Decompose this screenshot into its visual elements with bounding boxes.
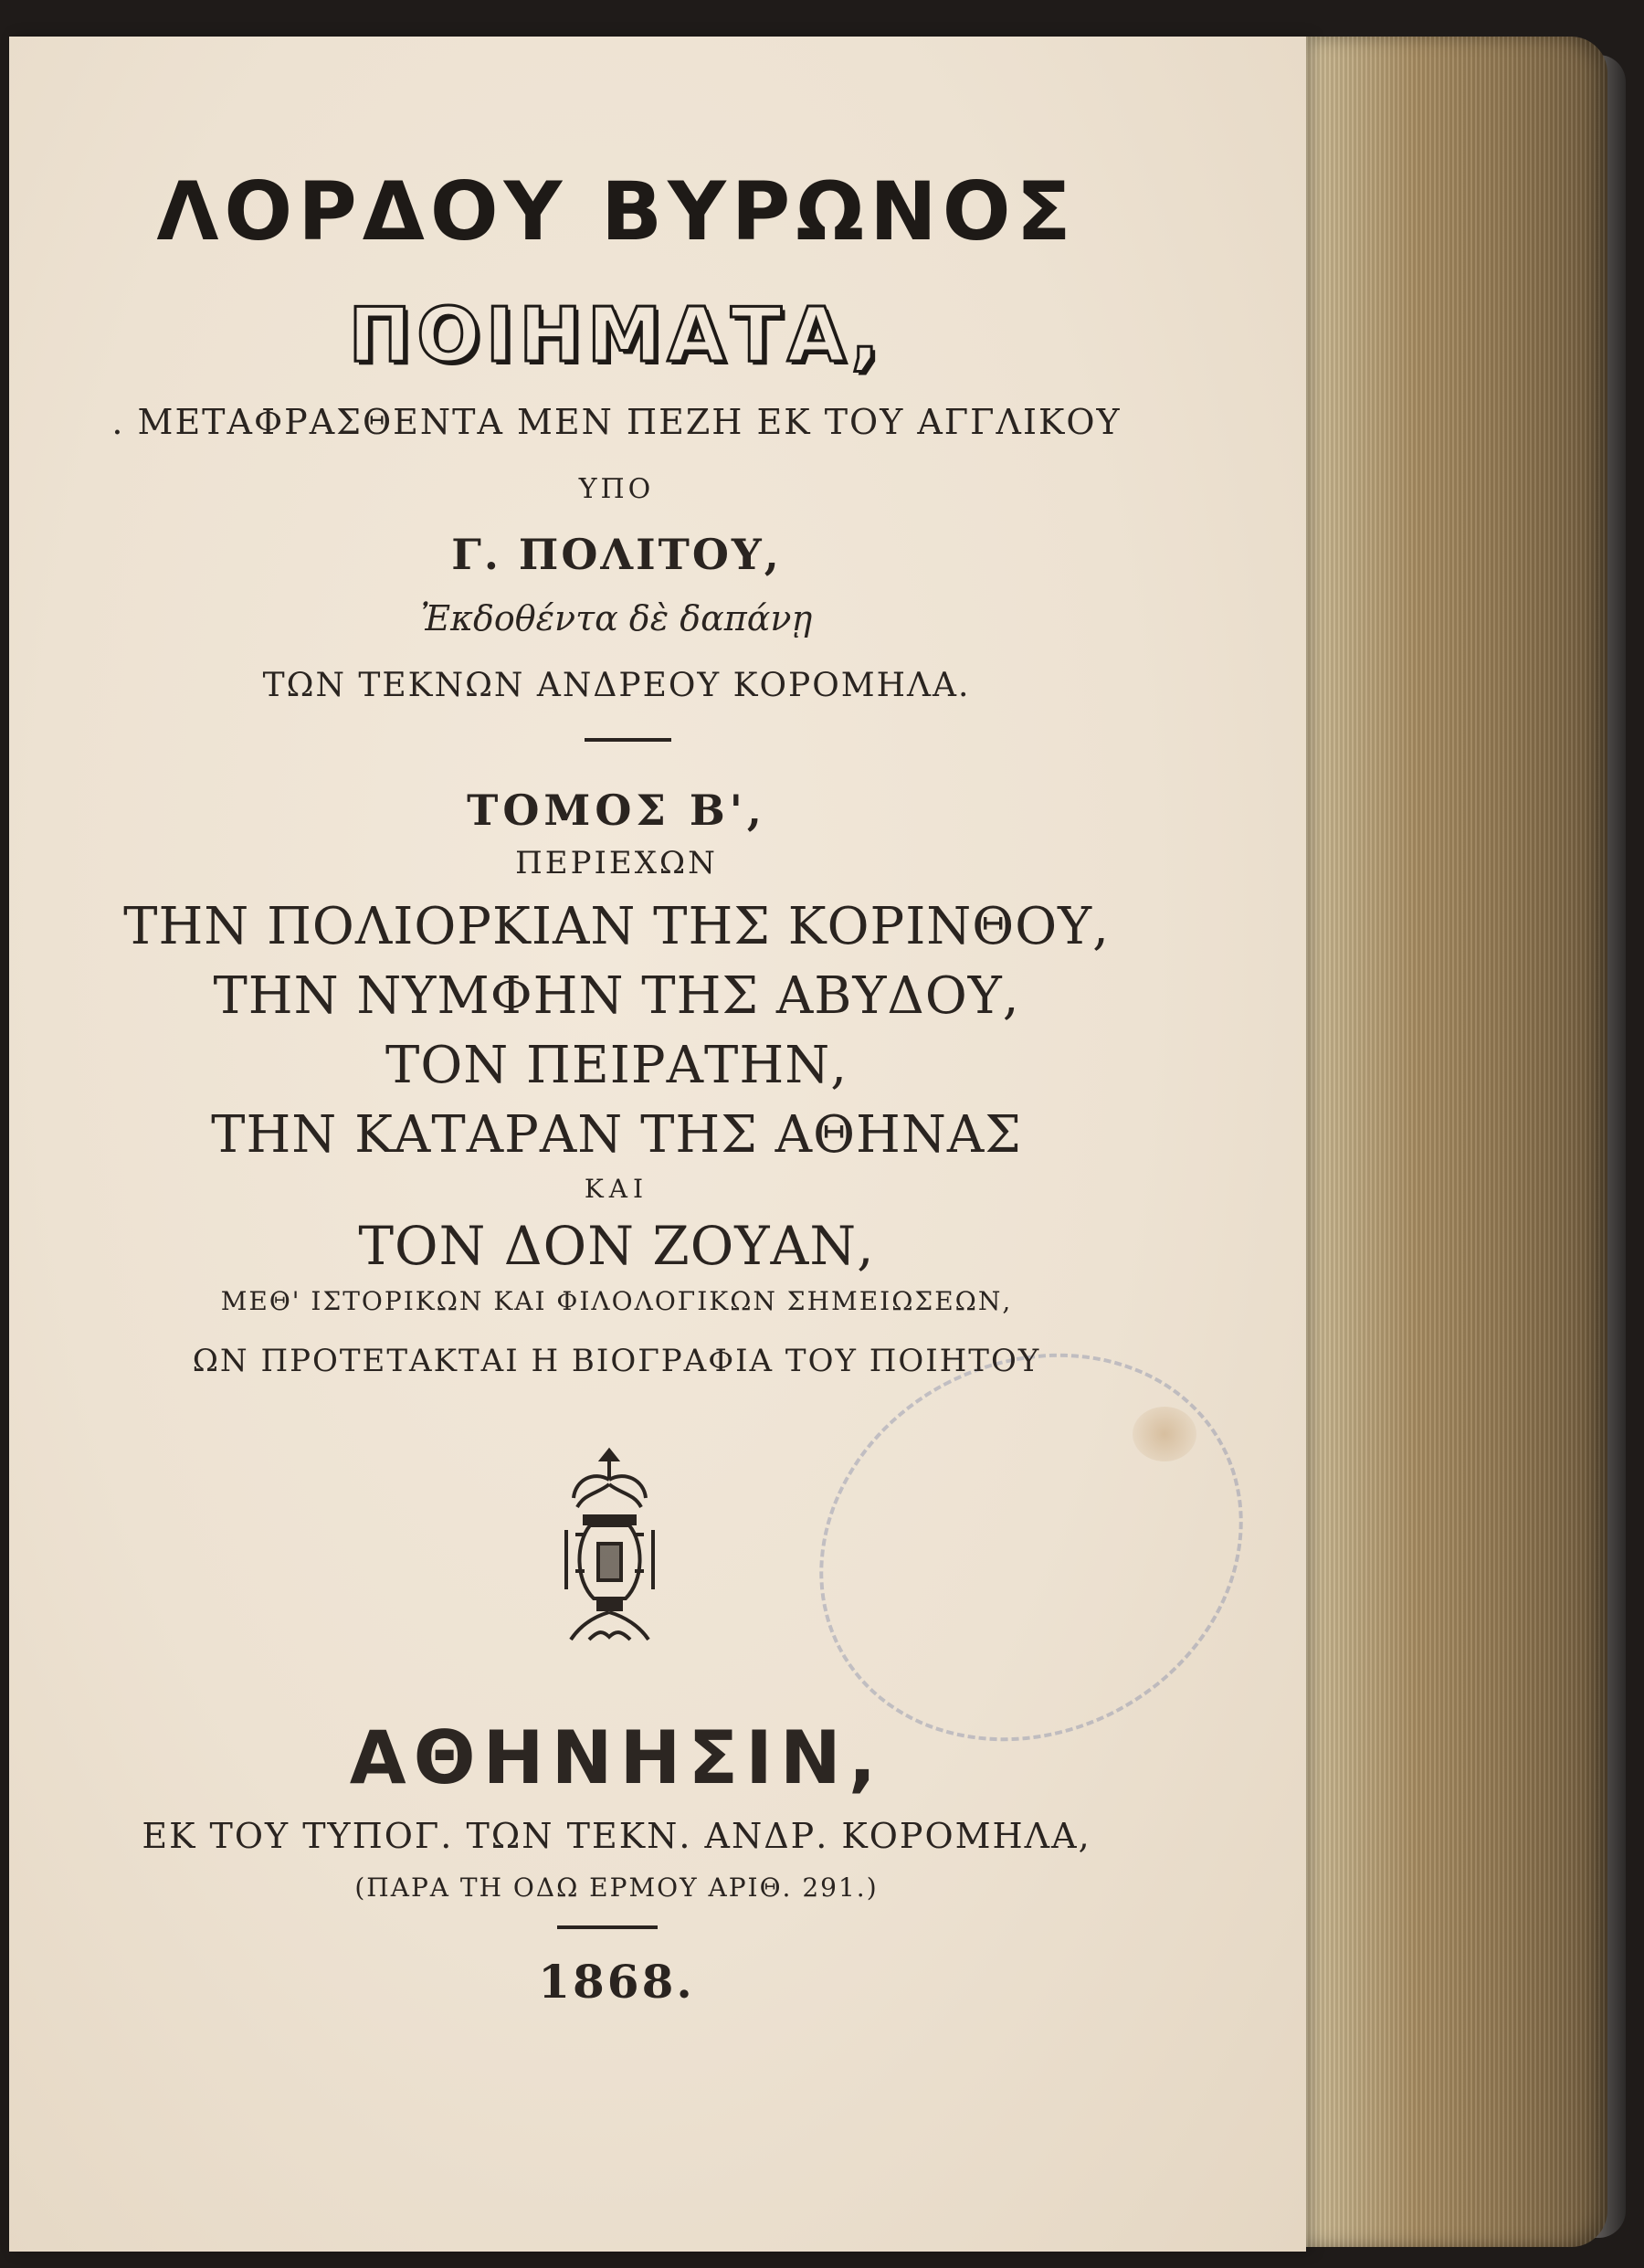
containing-label: ΠΕΡΙΕΧΩΝ [515, 845, 718, 881]
work-title: ΠΟΙΗΜΑΤΑ, [348, 292, 885, 379]
vase-ornament-icon [557, 1443, 662, 1649]
book-fore-edge [1288, 37, 1607, 2247]
content-item: ΤΟΝ ΠΕΙΡΑΤΗΝ, [385, 1036, 848, 1095]
by-line: ΥΠΟ [578, 473, 655, 505]
press-line: ΕΚ ΤΟΥ ΤΥΠΟΓ. ΤΩΝ ΤΕΚΝ. ΑΝΔΡ. ΚΟΡΟΜΗΛΑ, [142, 1816, 1091, 1856]
publisher-children-line: ΤΩΝ ΤΕΚΝΩΝ ΑΝΔΡΕΟΥ ΚΟΡΟΜΗΛΑ. [262, 667, 971, 704]
title-page-content [9, 37, 1224, 2252]
city-heading: ΑΘΗΝΗΣΙΝ, [349, 1715, 884, 1800]
title-page [9, 37, 1306, 2252]
content-item: ΤΗΝ ΠΟΛΙΟΡΚΙΑΝ ΤΗΣ ΚΟΡΙΝΘΟΥ, [123, 897, 1110, 956]
author-heading: ΛΟΡΔΟΥ ΒΥΡΩΝΟΣ [156, 164, 1077, 258]
preface-line: ΩΝ ΠΡΟΤΕΤΑΚΤΑΙ Η ΒΙΟΓΡΑΦΙΑ ΤΟΥ ΠΟΙΗΤΟΥ [192, 1343, 1041, 1379]
divider-rule [585, 738, 671, 742]
content-item-last: ΤΟΝ ΔΟΝ ΖΟΥΑΝ, [358, 1215, 875, 1277]
translated-line: . ΜΕΤΑΦΡΑΣΘΕΝΤΑ ΜΕΝ ΠΕΖΗ ΕΚ ΤΟΥ ΑΓΓΛΙΚΟΥ [111, 402, 1122, 442]
content-item: ΤΗΝ ΝΥΜΦΗΝ ΤΗΣ ΑΒΥΔΟΥ, [213, 966, 1020, 1026]
volume-label: ΤΟΜΟΣ Β', [467, 786, 766, 835]
published-line: Ἐκδοθέντα δὲ δαπάνῃ [420, 598, 813, 638]
address-line: (ΠΑΡΑ ΤΗ ΟΔΩ ΕΡΜΟΥ ΑΡΙΘ. 291.) [354, 1872, 879, 1903]
content-item: ΤΗΝ ΚΑΤΑΡΑΝ ΤΗΣ ΑΘΗΝΑΣ [211, 1105, 1022, 1165]
publication-year: 1868. [538, 1955, 695, 2009]
notes-line: ΜΕΘ' ΙΣΤΟΡΙΚΩΝ ΚΑΙ ΦΙΛΟΛΟΓΙΚΩΝ ΣΗΜΕΙΩΣΕΩΝ, [220, 1286, 1013, 1316]
divider-rule-bottom [557, 1925, 658, 1929]
and-label: ΚΑΙ [584, 1174, 649, 1204]
translator-name: Γ. ΠΟΛΙΤΟΥ, [451, 530, 782, 579]
